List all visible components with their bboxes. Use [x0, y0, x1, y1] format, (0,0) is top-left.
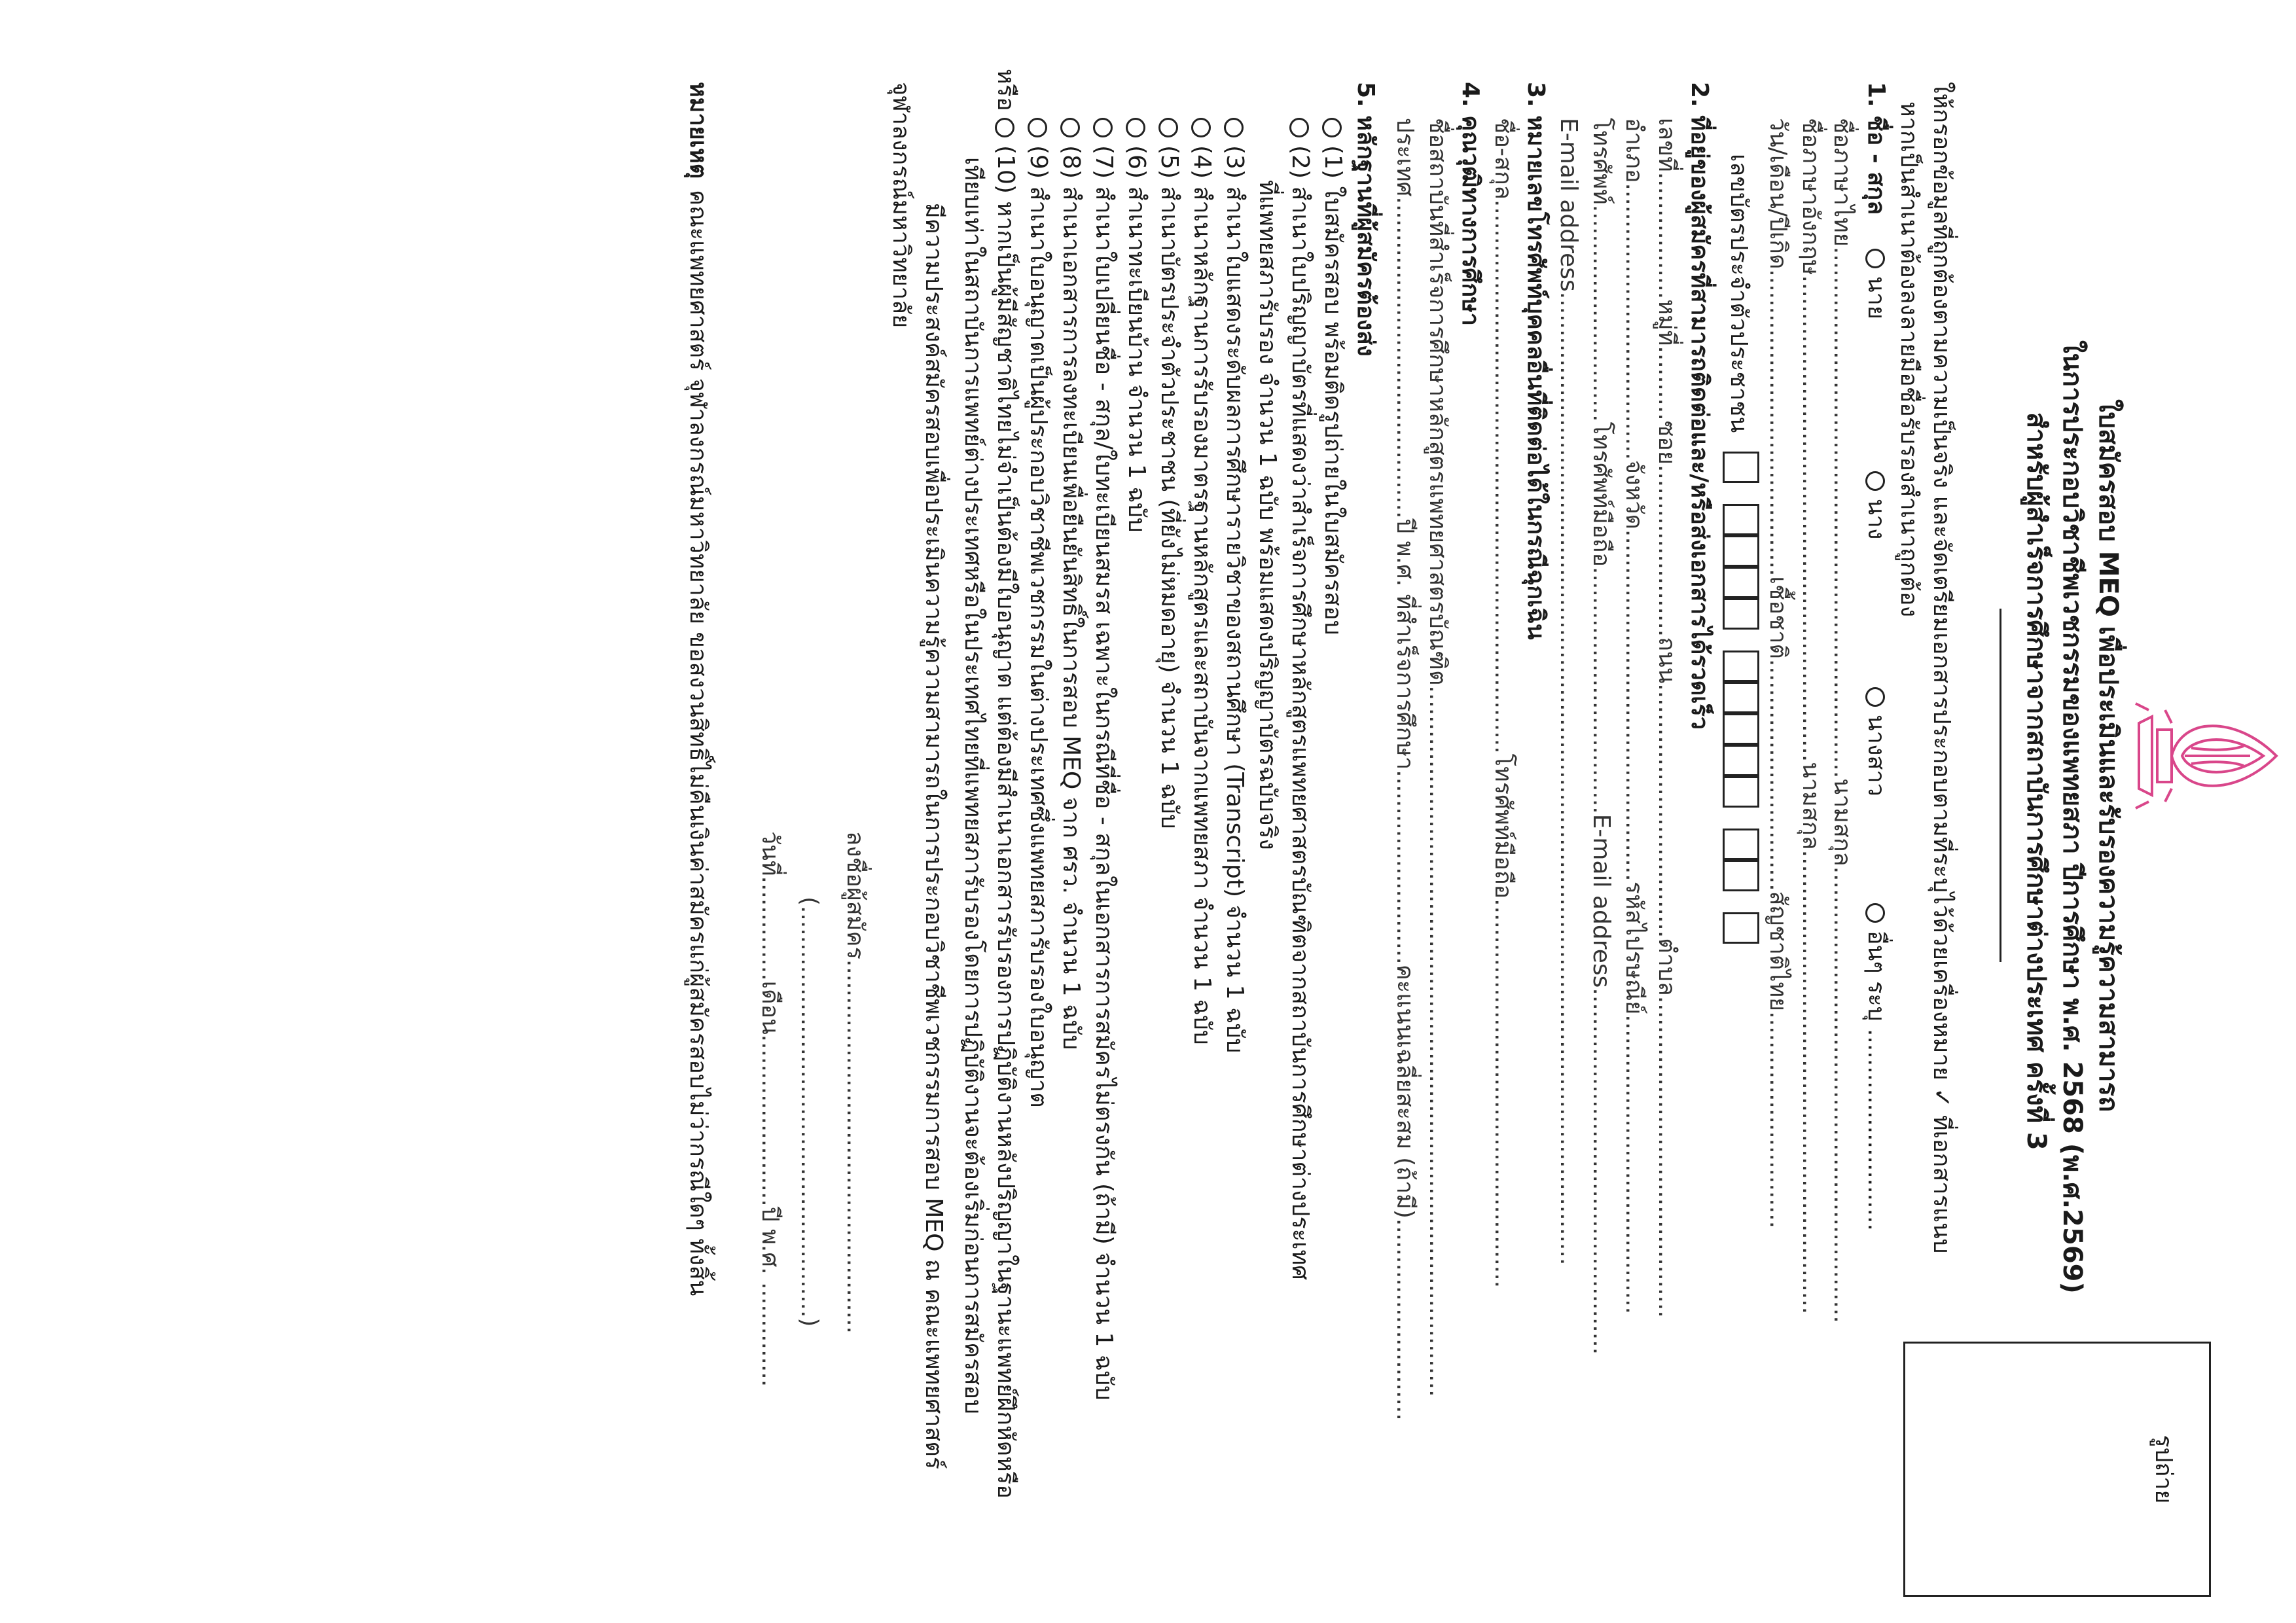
- note-text: คณะแพทยศาสตร์ จุฬาลงกรณ์มหาวิทยาลัย ขอสงวนสิทธิ์ไม่คืนเงินค่าสมัครแก่ผู้สมัครสอบไม่ว่ากรณีใดๆ ทั้งสิ้น: [685, 190, 711, 1296]
- document-item-9[interactable]: (9) สำเนาใบอนุญาตเป็นผู้ประกอบวิชาชีพเวชกรรมในต่างประเทศซึ่งแพทยสภารับรองใบอนุญาต: [1024, 118, 1052, 1108]
- id-digit-box[interactable]: [1723, 598, 1759, 630]
- checkbox-circle-icon: [995, 118, 1014, 137]
- id-digit-box[interactable]: [1723, 567, 1759, 598]
- checkbox-circle-icon: [1060, 118, 1080, 137]
- id-digit-box[interactable]: [1723, 829, 1759, 860]
- document-item-10-cont: เทียบเท่าในสถาบันการแพทย์ต่างประเทศหรือในประเทศไทยที่แพทยสภารับรองโดยการปฏิบัติงานจะต้องเริ่มก่อนการสมัครสอบ: [960, 157, 986, 1415]
- id-digit-box[interactable]: [1723, 682, 1759, 713]
- document-item-5[interactable]: (5) สำเนาบัตรประจำตัวประชาชน (ที่ยังไม่หมดอายุ) จำนวน 1 ฉบับ: [1155, 118, 1183, 829]
- radio-circle-icon: [1865, 471, 1885, 491]
- form-title-line1: ใบสมัครสอบ MEQ เพื่อประเมินและรับรองความรู้ความสามารถ: [2093, 399, 2123, 1113]
- checkbox-circle-icon: [1224, 118, 1244, 137]
- title-underline: [2000, 609, 2001, 962]
- title-option-mrs[interactable]: นาง: [1861, 471, 1890, 539]
- id-digit-box[interactable]: [1723, 912, 1759, 944]
- country-year-gpa-field[interactable]: ประเทศ...........................................ปี พ.ศ. ที่สำเร็จการศึกษา..........................คะแนนเฉลี่ยสะสม (ถ้ามี)...........................: [1391, 118, 1418, 1421]
- intro-line1: ให้กรอกข้อมูลที่ถูกต้องตามความเป็นจริง และจัดเตรียมเอกสารประกอบตามที่ระบุไว้ด้วยเครื่องหมาย ✓ ที่เอกสารแนบ: [1928, 82, 1955, 1254]
- title-option-mr[interactable]: นาย: [1861, 249, 1890, 319]
- document-item-7[interactable]: (7) สำเนาใบเปลี่ยนชื่อ - สกุล/ใบทะเบียนสมรส เฉพาะในกรณีที่ชื่อ - สกุลในเอกสารการสมัครไม่ตรงกัน (ถ้ามี) จำนวน 1 ฉบับ: [1089, 118, 1118, 1400]
- phone-email-field[interactable]: โทรศัพท์.............................โทรศัพท์มือถือ.................................E-mail address.................................................: [1588, 118, 1615, 1355]
- english-name-field[interactable]: ชื่อภาษาอังกฤษ.................................................................นามสกุล..............................................................: [1797, 118, 1824, 1315]
- radio-circle-icon: [1865, 903, 1885, 923]
- form-title-line3: สำหรับผู้สำเร็จการศึกษาจากสถาบันการศึกษาต่างประเทศ ครั้งที่ 3: [2021, 412, 2051, 1150]
- id-digit-box[interactable]: [1723, 745, 1759, 776]
- document-item-2-cont: ที่แพทยสภารับรอง จำนวน 1 ฉบับ พร้อมแสดงปริญญาบัตรฉบับจริง: [1254, 180, 1281, 850]
- id-digit-box[interactable]: [1723, 776, 1759, 808]
- declaration-line2: จุฬาลงกรณ์มหาวิทยาลัย: [888, 82, 914, 329]
- id-digit-box[interactable]: [1723, 860, 1759, 891]
- signature-date-field[interactable]: วันที่..............เดือน.......................ปี พ.ศ. ..............: [757, 831, 783, 1387]
- declaration-line1: มีความประสงค์สมัครสอบเพื่อประเมินความรู้ความสามารถในการประกอบวิชาชีพเวชกรรมการสอบ MEQ ณ คณะแพทยศาสตร์: [920, 203, 947, 1470]
- title-option-miss[interactable]: นางสาว: [1861, 687, 1890, 796]
- radio-circle-icon: [1865, 249, 1885, 268]
- id-digit-box[interactable]: [1723, 504, 1759, 535]
- id-digit-box[interactable]: [1723, 713, 1759, 745]
- title-option-other[interactable]: อื่นๆ ระบุ ...........................: [1861, 903, 1890, 1231]
- form-title-line2: ในการประกอบวิชาชีพเวชกรรมของแพทยสภา ปีการศึกษา พ.ศ. 2568 (พ.ศ.2569): [2057, 340, 2087, 1294]
- section3-label: 3. หมายเลขโทรศัพท์บุคคลอื่นที่ติดต่อได้ในกรณีฉุกเฉิน: [1522, 82, 1549, 640]
- section1-label: 1. ชื่อ - สกุล: [1863, 82, 1890, 215]
- document-item-2[interactable]: (2) สำเนาใบปริญญาบัตรที่แสดงว่าสำเร็จการศึกษาหลักสูตรแพทยศาสตรบัณฑิตจากสถาบันการศึกษาต่างประเทศ: [1285, 118, 1314, 1280]
- university-emblem-logo: [2132, 697, 2283, 815]
- dob-nationality-field[interactable]: วัน/เดือน/ปีเกิด.........................................เชื้อชาติ...............................สัญชาติไทย.............................: [1765, 118, 1791, 1229]
- section4-label: 4. คุณวุฒิทางการศึกษา: [1457, 82, 1484, 326]
- checkbox-circle-icon: [1191, 118, 1211, 137]
- id-digit-box[interactable]: [1723, 651, 1759, 682]
- checkbox-circle-icon: [1289, 118, 1309, 137]
- section5-label: 5. หลักฐานที่ผู้สมัครต้องส่ง: [1352, 82, 1379, 357]
- intro-line2: หากเป็นสำเนาต้องลงลายมือชื่อรับรองสำเนาถูกต้อง: [1895, 101, 1922, 618]
- radio-circle-icon: [1865, 687, 1885, 707]
- address-line1-field[interactable]: เลขที่.................หมู่ที่..........ซอย.......................ถนน..................................ตำบล...........................................: [1653, 118, 1680, 1318]
- id-digit-box[interactable]: [1723, 535, 1759, 567]
- institution-field[interactable]: ชื่อสถาบันที่สำเร็จการศึกษาหลักสูตรแพทยศาสตรบัณฑิต...............................................................................................: [1424, 118, 1451, 1397]
- photo-box[interactable]: [1903, 1342, 2211, 1597]
- checkbox-circle-icon: [1028, 118, 1047, 137]
- checkbox-circle-icon: [1093, 118, 1113, 137]
- id-digit-box[interactable]: [1723, 452, 1759, 483]
- document-item-6[interactable]: (6) สำเนาทะเบียนบ้าน จำนวน 1 ฉบับ: [1122, 118, 1151, 533]
- document-item-1[interactable]: (1) ใบสมัครสอบ พร้อมติดรูปถ่ายในใบสมัครสอบ: [1318, 118, 1347, 635]
- emergency-contact-field[interactable]: ชื่อ-สกุล..........................................................................โทรศัพท์มือถือ....................................................: [1490, 118, 1516, 1289]
- thai-name-field[interactable]: ชื่อภาษาไทย.......................................................................นามสกุล.............................................................: [1829, 118, 1856, 1323]
- document-item-3[interactable]: (3) สำเนาใบแสดงระดับผลการศึกษารายวิชาของสถานศึกษา (Transcript) จำนวน 1 ฉบับ: [1220, 118, 1249, 1053]
- email-field[interactable]: E-mail address..................................................................................................................................: [1555, 118, 1582, 1266]
- checkbox-circle-icon: [1158, 118, 1178, 137]
- section2-label: 2. ที่อยู่ของผู้สมัครที่สามารถติดต่อและ/หรือส่งเอกสารได้รวดเร็ว: [1686, 82, 1713, 730]
- or-label: หรือ: [992, 69, 1019, 111]
- id-card-label: เลขบัตรประจำตัวประชาชน: [1725, 154, 1752, 433]
- checkbox-circle-icon: [1322, 118, 1342, 137]
- document-item-10[interactable]: (10) หากเป็นผู้มีสัญชาติไทยไม่จำเป็นต้องมีใบอนุญาต แต่ต้องมีสำเนาเอกสารรับรองการปฏิบัติงานหลังปริญญาในฐานะแพทย์ฝึกหัดหรือ: [991, 118, 1020, 1499]
- note-label: หมายเหตุ: [685, 82, 711, 179]
- signature-field[interactable]: ลงชื่อผู้สมัคร..................................................: [842, 831, 869, 1334]
- signature-name-field[interactable]: (.......................................................): [796, 897, 823, 1327]
- address-line2-field[interactable]: อำเภอ.....................................จังหวัด...............................................รหัสไปรษณีย์........................................: [1621, 118, 1647, 1315]
- document-item-8[interactable]: (8) สำเนาเอกสารการลงทะเบียนเพื่อยืนยันสิทธิ์ในการสอบ MEQ จาก ศรว. จำนวน 1 ฉบับ: [1056, 118, 1085, 1050]
- photo-label: รูปถ่าย: [2150, 1435, 2177, 1504]
- document-item-4[interactable]: (4) สำเนาหลักฐานการรับรองมาตรฐานหลักสูตรและสถาบันจากแพทยสภา จำนวน 1 ฉบับ: [1187, 118, 1216, 1045]
- checkbox-circle-icon: [1126, 118, 1145, 137]
